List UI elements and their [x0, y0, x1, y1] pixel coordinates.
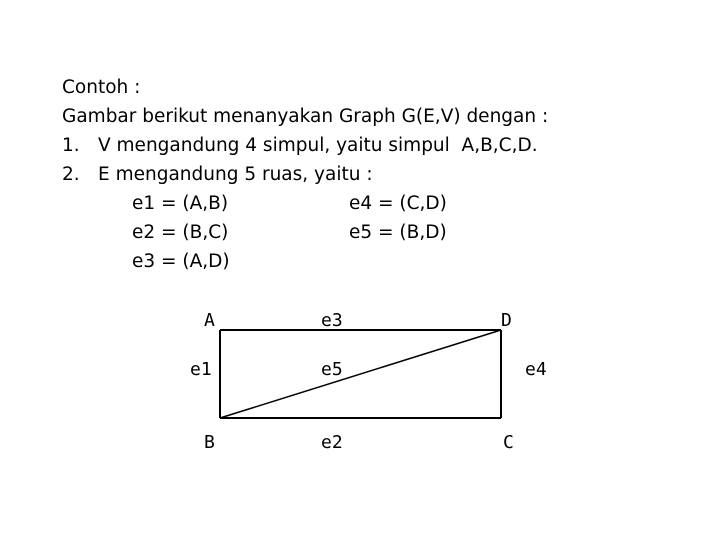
edge-definition-e3: e3 = (A,D): [132, 251, 230, 272]
title-text: Contoh :: [62, 77, 141, 98]
edge-definition-e5: e5 = (B,D): [349, 222, 447, 243]
vertex-label-c: C: [503, 432, 514, 453]
list-item-2-number: 2.: [62, 164, 80, 185]
edge-definition-e4: e4 = (C,D): [349, 193, 447, 214]
vertex-label-d: D: [501, 310, 512, 331]
edge-definition-e2: e2 = (B,C): [132, 222, 229, 243]
description-text: Gambar berikut menanyakan Graph G(E,V) dengan :: [62, 106, 549, 127]
edge-e5-line: [220, 330, 501, 418]
edge-label-e2: e2: [321, 432, 343, 453]
list-item-1-text: V mengandung 4 simpul, yaitu simpul A,B,C,D.: [98, 135, 538, 156]
list-item-2-text: E mengandung 5 ruas, yaitu :: [98, 164, 373, 185]
vertex-label-a: A: [204, 310, 215, 331]
edge-definition-e1: e1 = (A,B): [132, 193, 229, 214]
vertex-label-b: B: [204, 432, 215, 453]
edge-label-e4: e4: [525, 359, 547, 380]
edge-label-e1: e1: [190, 359, 212, 380]
list-item-1-number: 1.: [62, 135, 80, 156]
edge-label-e5: e5: [321, 359, 343, 380]
edge-label-e3: e3: [321, 310, 343, 331]
